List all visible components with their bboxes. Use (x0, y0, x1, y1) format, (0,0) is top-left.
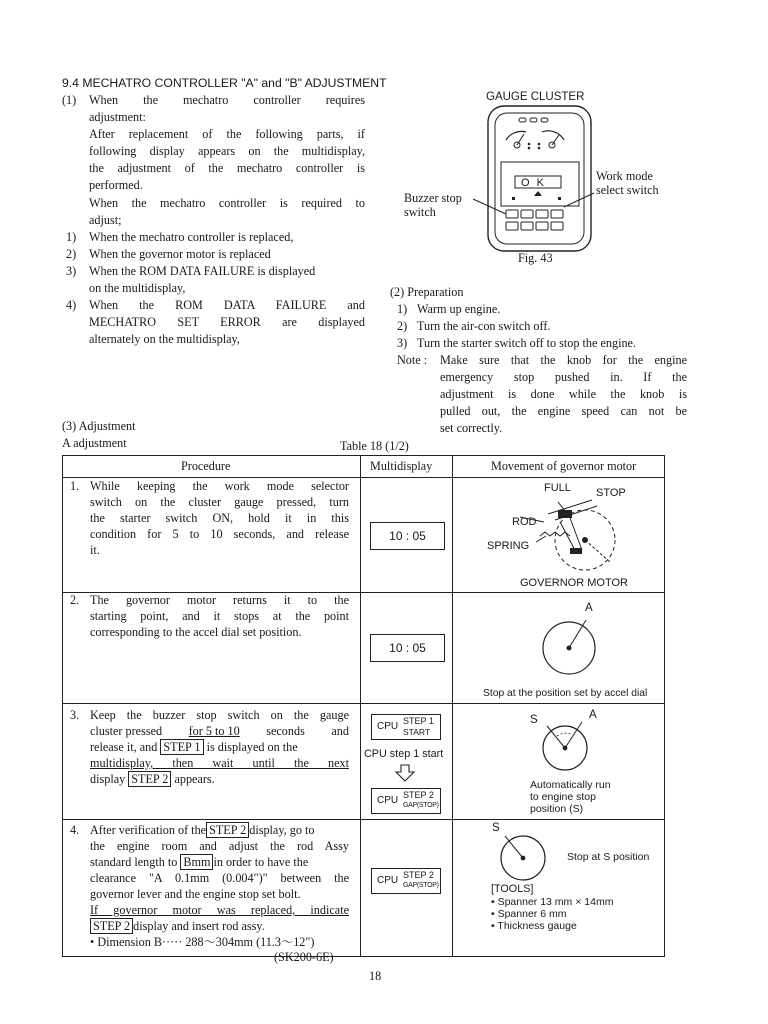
procedure-line: governor lever and the engine stop set bolt. (90, 887, 301, 901)
step2-display-box: STEP 2 (206, 822, 249, 838)
note-line: pulled out, the engine speed can not be (440, 404, 687, 418)
procedure-line: While keeping the work mode selector (90, 479, 349, 493)
tool-item: • Spanner 13 mm × 14mm (491, 896, 614, 908)
case-number: 2) (66, 247, 77, 261)
model-note: (SK200-6E) (274, 950, 334, 964)
text-fragment: cluster pressed (90, 724, 163, 738)
diagram-label-stop: STOP (596, 487, 626, 499)
tools-heading: [TOOLS] (491, 883, 534, 895)
intro-item-number: (1) (62, 93, 77, 107)
procedure-line: The governor motor returns it to the (90, 593, 349, 607)
intro-line: After replacement of the following parts, if (89, 127, 365, 141)
diagram-label-full: FULL (544, 482, 571, 494)
procedure-line: condition for 5 to 10 seconds, and release (90, 527, 349, 541)
text-fragment: If governor motor was replaced, indicate (90, 903, 349, 917)
intro-line: When the mechatro controller is required to (89, 196, 365, 210)
cpu-sub-label: GAP(STOP) (403, 802, 439, 809)
text-fragment: display and insert rod assy. (133, 919, 265, 933)
stop-position-dial-diagram (535, 716, 597, 778)
procedure-line: it. (90, 543, 100, 557)
case-text: When the ROM DATA FAILURE is displayed (89, 264, 316, 278)
step1-display-box: STEP 1 (160, 739, 203, 755)
multidisplay-readout: 10 : 05 (370, 634, 445, 662)
procedure-line: the engine room and adjust the rod Assy (90, 839, 349, 853)
buzzer-stop-label: switch (404, 205, 436, 219)
dial-label-s: S (492, 822, 500, 834)
adjustment-heading: (3) Adjustment (62, 419, 136, 433)
diagram-label-rod: ROD (512, 516, 537, 528)
figure-title: GAUGE CLUSTER (486, 91, 585, 103)
case-number: 4) (66, 298, 77, 312)
tool-item: • Thickness gauge (491, 920, 577, 932)
auto-run-caption: position (S) (530, 803, 584, 815)
prep-step-text: Warm up engine. (417, 302, 501, 316)
procedure-line (90, 854, 308, 872)
section-title: 9.4 MECHATRO CONTROLLER "A" and "B" ADJUSTMENT (62, 76, 387, 90)
tool-item: • Spanner 6 mm (491, 908, 567, 920)
diagram-label-governor-motor: GOVERNOR MOTOR (520, 577, 628, 589)
adjustment-subheading: A adjustment (62, 436, 127, 450)
dial-label-s: S (530, 714, 538, 726)
row-number: 4. (70, 823, 80, 837)
text-fragment: display, go to (249, 823, 315, 837)
cpu-sub-label: START (403, 727, 431, 737)
diagram-label-spring: SPRING (487, 540, 530, 552)
dial-label-a: A (589, 709, 597, 721)
note-line: emergency stop pushed in. If the (440, 370, 687, 384)
text-fragment: multidisplay, then wait until the next (90, 756, 349, 770)
text-fragment: release it, and (90, 740, 158, 754)
work-mode-label: select switch (596, 183, 659, 197)
buzzer-stop-label: Buzzer stop (404, 191, 462, 205)
prep-step-text: Turn the air-con switch off. (417, 319, 551, 333)
figure-caption: Fig. 43 (518, 251, 553, 265)
cpu-step-caption: CPU step 1 start (364, 748, 444, 760)
procedure-line: Keep the buzzer stop switch on the gauge (90, 708, 349, 722)
header-procedure: Procedure (181, 459, 231, 473)
text-fragment: display (90, 772, 126, 786)
cpu-step2-display (371, 788, 441, 814)
auto-run-caption: Automatically run (530, 779, 611, 791)
case-number: 3) (66, 264, 77, 278)
intro-line: When the mechatro controller requires (89, 93, 365, 107)
text-fragment: seconds (266, 724, 305, 738)
arrow-down-icon (394, 764, 416, 782)
note-label: Note : (397, 353, 428, 367)
note-line: set correctly. (440, 421, 503, 435)
prep-step-number: 3) (397, 336, 408, 350)
text-fragment: for 5 to 10 (188, 724, 240, 738)
procedure-line: switch on the cluster gauge pressed, turn (90, 495, 349, 509)
case-text: alternately on the multidisplay, (89, 332, 240, 346)
procedure-line (90, 723, 349, 741)
note-line: Make sure that the knob for the engine (440, 353, 687, 367)
procedure-line: starting point, and it stops at the point (90, 609, 349, 623)
cpu-step-label: STEP 2 (403, 870, 434, 880)
cpu-step-label: STEP 1 (403, 716, 434, 726)
ok-indicator: O K (521, 177, 546, 189)
intro-line: following display appears on the multidisplay, (89, 144, 365, 158)
text-fragment: in order to have the (213, 855, 309, 869)
procedure-line (90, 918, 265, 936)
table-caption: Table 18 (1/2) (340, 439, 409, 453)
step2-display-box: STEP 2 (90, 918, 133, 934)
page-number: 18 (369, 969, 382, 983)
case-text: MECHATRO SET ERROR are displayed (89, 315, 365, 329)
text-fragment: and (331, 724, 349, 738)
row-number: 1. (70, 479, 80, 493)
procedure-line: • Dimension B····· 288～304mm (11.3～12") (90, 935, 315, 949)
multidisplay-readout: 10 : 05 (370, 522, 445, 550)
cpu-label: CPU (377, 721, 399, 732)
cpu-step-label: STEP 2 (403, 790, 434, 800)
prep-step-text: Turn the starter switch off to stop the engine. (417, 336, 637, 350)
row-number: 3. (70, 708, 80, 722)
case-text: on the multidisplay, (89, 281, 186, 295)
intro-line: performed. (89, 178, 143, 192)
auto-run-caption: to engine stop (530, 791, 596, 803)
text-fragment: is displayed on the (206, 740, 298, 754)
s-position-dial-diagram (492, 828, 562, 884)
intro-line: adjust; (89, 213, 122, 227)
procedure-line: corresponding to the accel dial set position. (90, 625, 302, 639)
dial-label-a: A (585, 602, 593, 614)
cpu-step2-display (371, 868, 441, 894)
cpu-label: CPU (377, 795, 399, 806)
prep-step-number: 2) (397, 319, 408, 333)
cpu-step1-display (371, 714, 441, 740)
case-text: When the ROM DATA FAILURE and (89, 298, 365, 312)
work-mode-label: Work mode (596, 169, 653, 183)
procedure-line (90, 822, 314, 840)
intro-line: adjustment: (89, 110, 146, 124)
stop-at-s-caption: Stop at S position (567, 851, 650, 863)
cpu-sub-label: GAP(STOP) (403, 882, 439, 889)
text-fragment: standard length to (90, 855, 178, 869)
text-fragment: appears. (174, 772, 215, 786)
row-number: 2. (70, 593, 80, 607)
procedure-line (90, 755, 349, 773)
header-movement: Movement of governor motor (491, 459, 637, 473)
note-line: adjustment is done while the knob is (440, 387, 687, 401)
bmm-box: Bmm (180, 854, 213, 870)
accel-dial-diagram (540, 614, 600, 680)
case-number: 1) (66, 230, 77, 244)
case-text: When the mechatro controller is replaced, (89, 230, 294, 244)
accel-dial-caption: Stop at the position set by accel dial (483, 688, 648, 699)
step2-display-box: STEP 2 (128, 771, 171, 787)
text-fragment: After verification of the (90, 823, 207, 837)
header-multidisplay: Multidisplay (370, 459, 433, 473)
prep-step-number: 1) (397, 302, 408, 316)
intro-line: the adjustment of the mechatro controller is (89, 161, 365, 175)
cpu-label: CPU (377, 875, 399, 886)
governor-motor-diagram (500, 492, 630, 582)
procedure-line: the starter switch ON, hold it in this (90, 511, 349, 525)
preparation-heading: (2) Preparation (390, 285, 464, 299)
procedure-line (90, 771, 215, 789)
case-text: When the governor motor is replaced (89, 247, 271, 261)
procedure-line: clearance "A 0.1mm (0.004")" between the (90, 871, 349, 885)
procedure-line (90, 902, 349, 920)
procedure-line (90, 739, 298, 757)
